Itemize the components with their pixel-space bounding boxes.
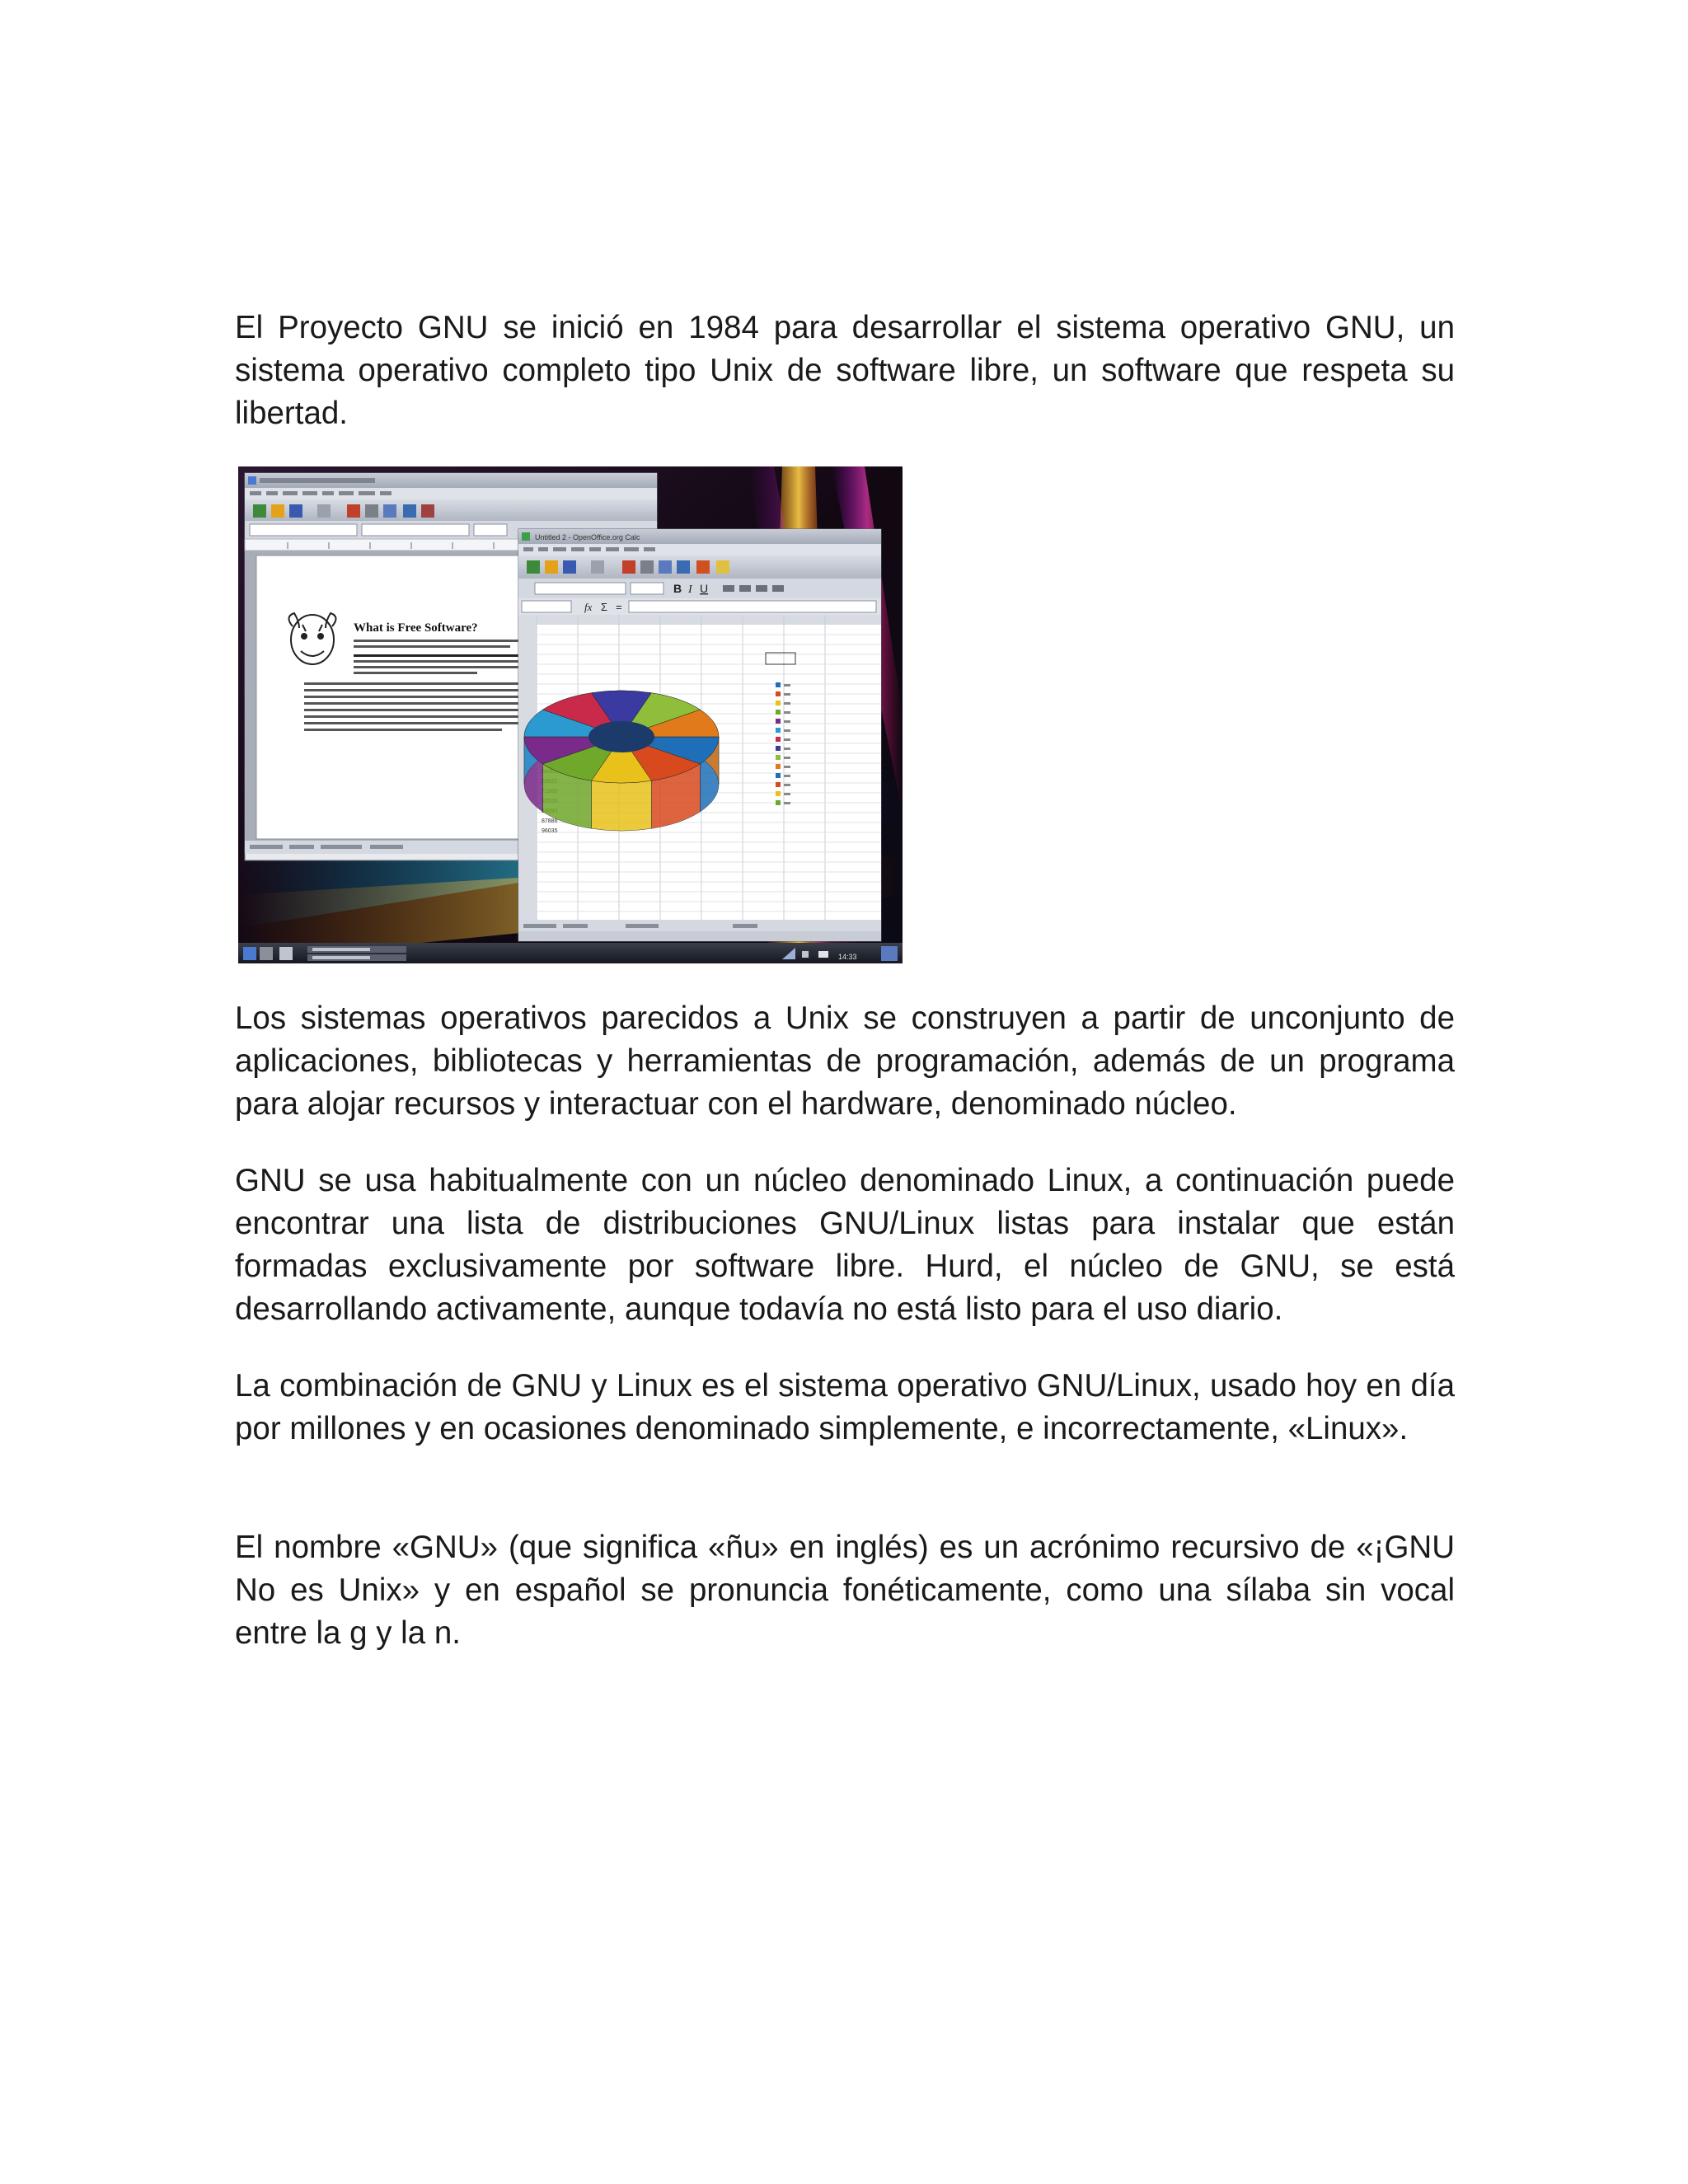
pie-chart (524, 691, 719, 831)
legend-swatch (776, 719, 781, 724)
paragraph-unix-like: Los sistemas operativos parecidos a Unix se construyen a partir de unconjunto de aplicaciones, bibliotecas y herramientas de programación, además de un programa para alojar recursos y interactuar con el hardware, denominado núcleo. (235, 1001, 1455, 1122)
legend-swatch (776, 791, 781, 796)
writer-heading: What is Free Software? (354, 621, 478, 635)
svg-text:I: I (688, 583, 692, 596)
legend-label (784, 757, 790, 759)
desktop-screenshot-figure (238, 466, 903, 963)
legend-swatch (776, 746, 781, 751)
svg-text:B: B (673, 582, 682, 595)
legend-label (784, 693, 790, 696)
pie-hole (588, 721, 654, 752)
legend-swatch (776, 701, 781, 705)
legend-label (784, 684, 790, 687)
pie-slice-side (592, 780, 652, 831)
legend-label (784, 711, 790, 714)
legend-label (784, 802, 790, 804)
legend-label (784, 748, 790, 750)
legend-swatch (776, 755, 781, 760)
legend-swatch (776, 737, 781, 742)
legend-swatch (776, 800, 781, 805)
legend-label (784, 720, 790, 723)
screenshot-image (238, 466, 903, 963)
legend-swatch (776, 728, 781, 733)
legend-label (784, 784, 790, 786)
calc-cell-value: 96035 (542, 828, 558, 834)
calc-window (518, 529, 881, 941)
taskbar (238, 943, 903, 963)
svg-text:=: = (616, 601, 622, 613)
legend-swatch (776, 710, 781, 715)
calc-title: Untitled 2 - OpenOffice.org Calc (535, 533, 640, 541)
taskbar-clock: 14:33 (838, 953, 857, 961)
paragraph-gnu-linux: La combinación de GNU y Linux es el sistema operativo GNU/Linux, usado hoy en día por millones y en ocasiones denominado simplemente, e incorrectamente, «Linux». (235, 1368, 1455, 1446)
calc-cell-value: 87886 (542, 818, 558, 824)
legend-label (784, 702, 790, 705)
legend-label (784, 775, 790, 777)
paragraph-gnu-name: El nombre «GNU» (que significa «ñu» en inglés) es un acrónimo recursivo de «¡GNU No es Unix» y en español se pronuncia fonéticamente, como una sílaba sin vocal entre la g y la n. (235, 1530, 1455, 1651)
legend-label (784, 738, 790, 741)
legend-label (784, 729, 790, 732)
legend-swatch (776, 682, 781, 687)
svg-text:Σ: Σ (601, 601, 608, 613)
paragraph-linux-kernel: GNU se usa habitualmente con un núcleo denominado Linux, a continuación puede encontrar una lista de distribuciones GNU/Linux listas para instalar que están formadas exclusivamente por software libre. Hurd, el núcleo de GNU, se está desarrollando activamente, aunque todavía no está listo para el uso diario. (235, 1163, 1455, 1327)
paragraph-intro: El Proyecto GNU se inició en 1984 para desarrollar el sistema operativo GNU, un sistema operativo completo tipo Unix de software libre, un software que respeta su libertad. (235, 310, 1455, 431)
legend-label (784, 766, 790, 768)
svg-text:fx: fx (584, 601, 593, 613)
svg-text:U: U (700, 582, 709, 595)
legend-swatch (776, 773, 781, 778)
legend-swatch (776, 691, 781, 696)
legend-label (784, 793, 790, 795)
legend-swatch (776, 764, 781, 769)
legend-swatch (776, 782, 781, 787)
